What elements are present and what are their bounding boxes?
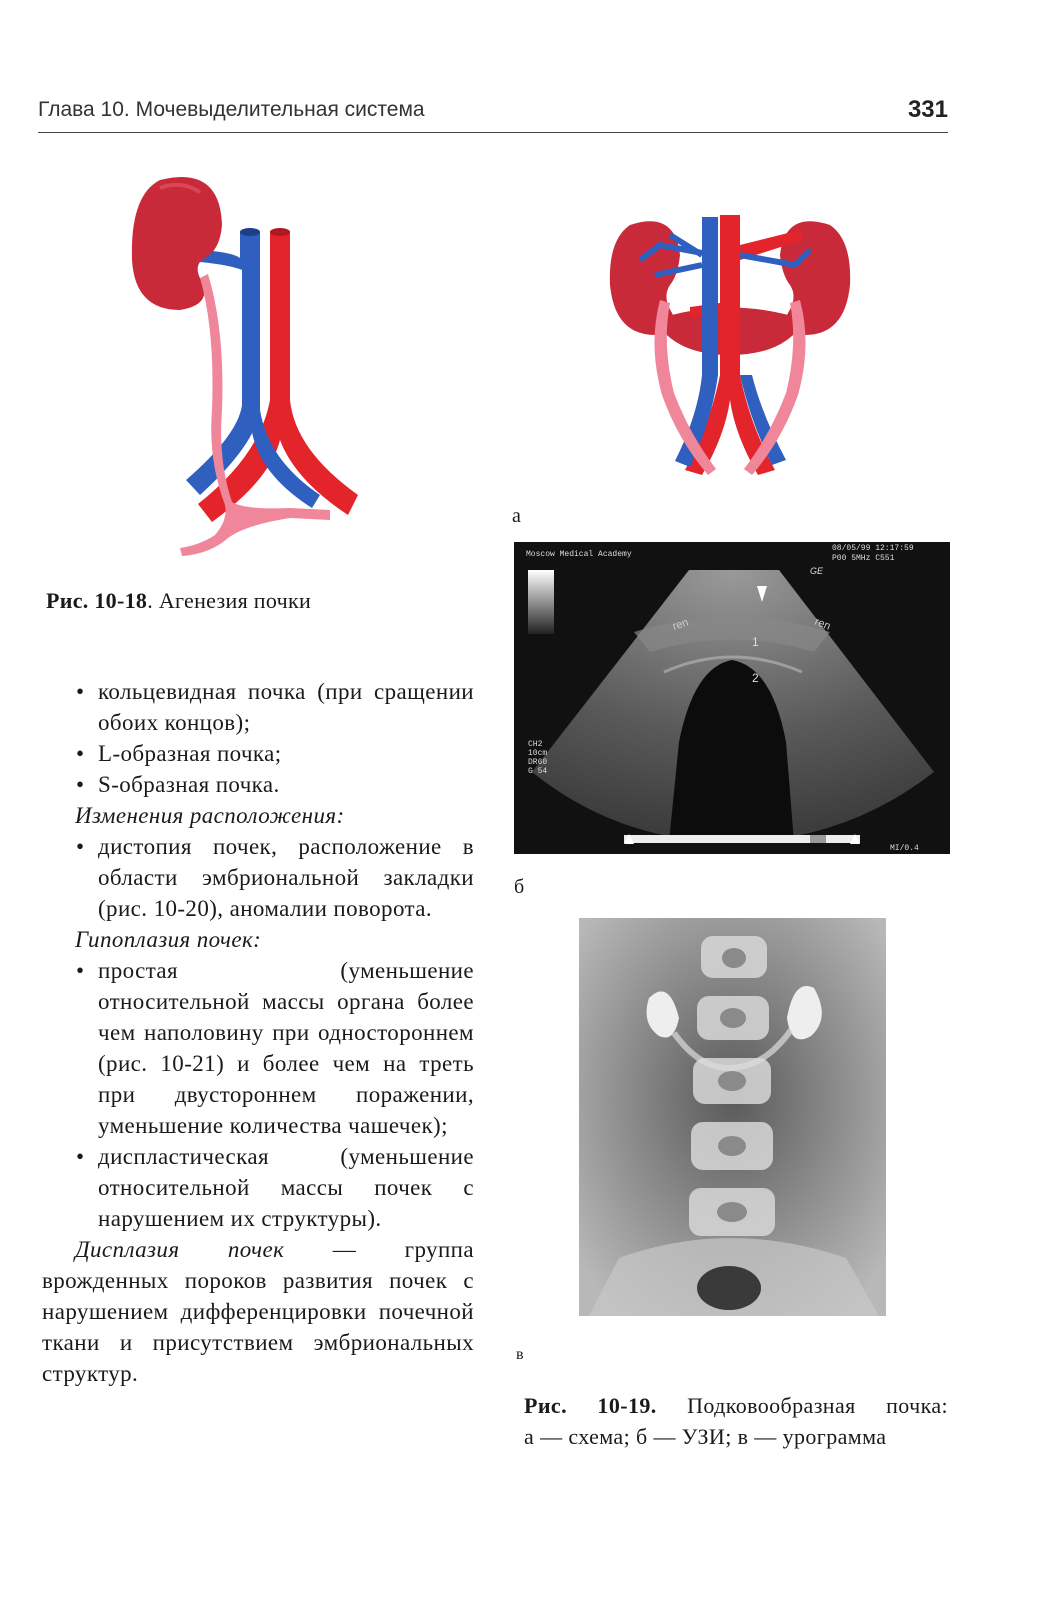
panel-label-b: б [514, 876, 525, 898]
list-item: • диспластическая (уменьшение относительной массы почек с нарушением их структуры). [76, 1144, 474, 1231]
figure-10-18-label: Рис. 10-18 [46, 588, 148, 613]
paragraph-term: Дисплазия почек [75, 1237, 285, 1262]
us-setting: CH2 [528, 740, 543, 749]
panel-label-a: а [512, 505, 521, 527]
us-label-ren-left: ren [671, 616, 691, 633]
figure-10-19-caption-line2: а — схема; б — УЗИ; в — урограмма [524, 1424, 887, 1449]
page-header [38, 98, 948, 133]
us-setting: DR60 [528, 758, 548, 767]
page-number: 331 [907, 96, 948, 123]
us-footer: MI/0.4 [890, 844, 919, 853]
us-setting: G 54 [528, 767, 548, 776]
us-marker-1: 1 [752, 635, 759, 649]
figure-10-19-caption-line1: Подковообразная почка: [656, 1393, 949, 1418]
figure-10-19-label: Рис. 10-19. [524, 1393, 657, 1418]
urogram-xray [579, 918, 886, 1316]
chapter-title: Глава 10. Мочевыделительная система [38, 98, 425, 121]
figure-10-18-caption [46, 586, 311, 616]
us-header-left: Moscow Medical Academy [526, 550, 632, 559]
list-item: • S-образная почка. [76, 772, 280, 797]
list-item: • дистопия почек, расположение в области эмбриональной закладки (рис. 10-20), аномалии поворота. [76, 834, 474, 921]
paragraph: Дисплазия почек — группа врожденных пороков развития почек с нарушением дифференцировки почечной ткани и присутствием эмбриональных структур. [42, 1237, 474, 1386]
us-probe: P00 5MHz C551 [832, 554, 895, 563]
kidney-agenesis-illustration [120, 170, 380, 570]
list-item: • простая (уменьшение относительной массы органа более чем наполовину при одностороннем (рис. 10-21) и более чем на треть при двустороннем поражении, уменьшение количества чашечек); [76, 958, 474, 1138]
ultrasound-image [514, 542, 950, 854]
us-header-right: 08/05/99 12:17:59 [832, 544, 914, 553]
horseshoe-kidney-scheme [600, 205, 860, 485]
us-marker-2: 2 [752, 671, 759, 685]
list-item: • кольцевидная почка (при сращении обоих концов); [76, 679, 474, 735]
list-item: • L-образная почка; [76, 741, 282, 766]
figure-10-19-caption [524, 1390, 948, 1452]
section-heading: Гипоплазия почек: [75, 927, 262, 952]
panel-label-v: в [516, 1346, 524, 1363]
us-brand: GE [810, 566, 824, 576]
us-label-ren-right: ren [812, 615, 833, 633]
us-setting: 10cm [528, 749, 548, 758]
ultrasound-scan [514, 542, 950, 854]
figure-10-18-caption-text: . Агенезия почки [147, 588, 312, 613]
main-text [42, 676, 474, 1389]
section-heading: Изменения расположения: [75, 803, 345, 828]
urogram-image [579, 918, 886, 1316]
